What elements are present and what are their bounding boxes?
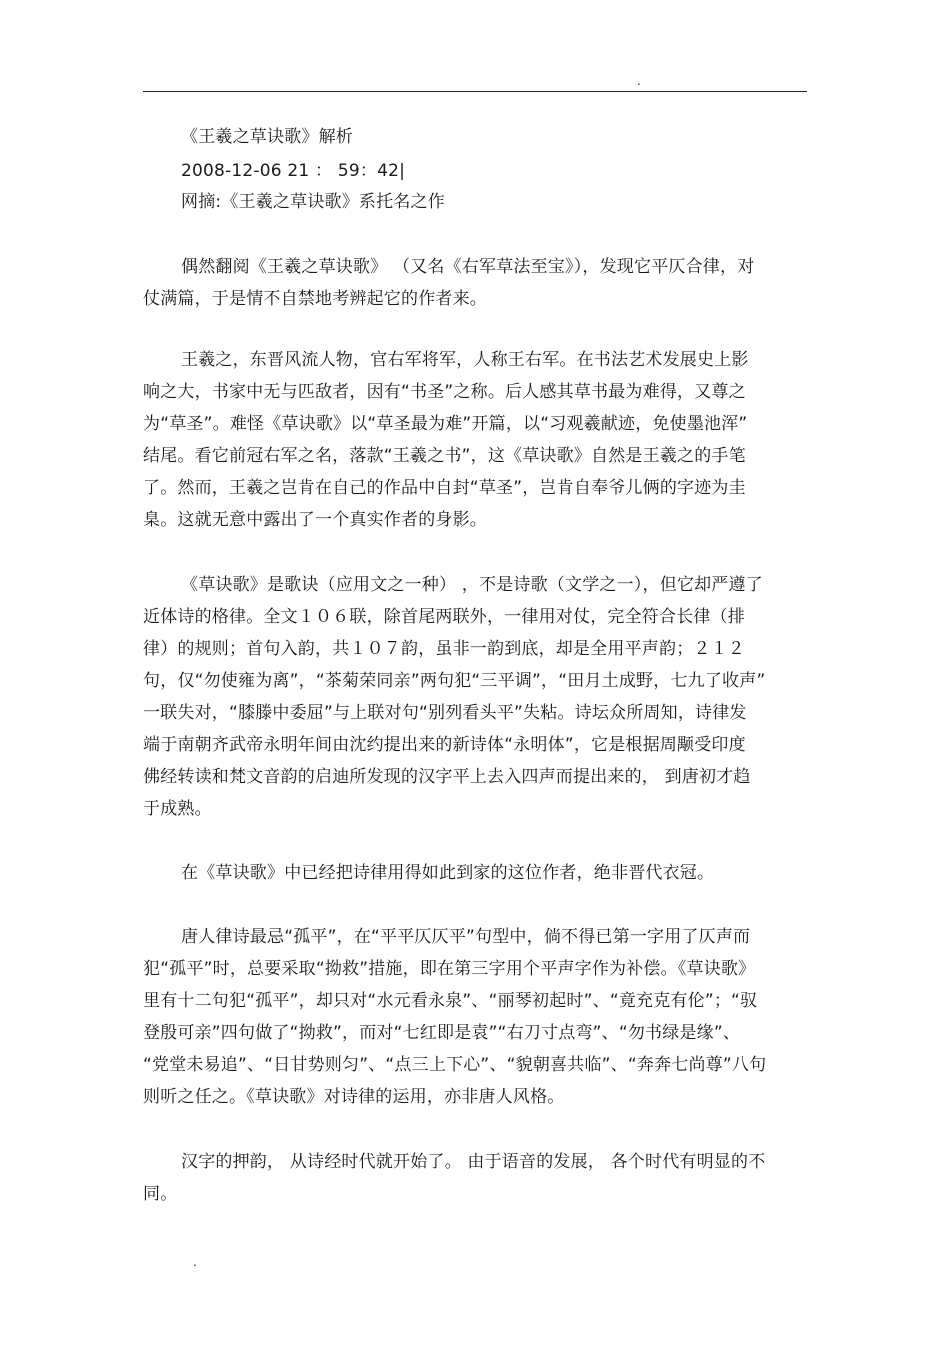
paragraph-2-line-3: 为“草圣”。难怪《草诀歌》以“草圣最为难”开篇，以“习观羲献迹，免使墨池浑” xyxy=(143,414,748,434)
paragraph-2-line-5: 了。然而，王羲之岂肯在自己的作品中自封“草圣”，岂肯自奉爷儿俩的字迹为圭 xyxy=(143,478,746,498)
paragraph-3-line-4: 句，仅“勿使雍为离”，“茶菊荣同亲”两句犯“三平调”，“田月土成野，七九了收声” xyxy=(143,671,766,691)
footer-dot: . xyxy=(193,1255,197,1269)
paragraph-2-line-1: 王羲之，东晋风流人物，官右军将军，人称王右军。在书法艺术发展史上影 xyxy=(181,350,749,370)
paragraph-3-line-8: 于成熟。 xyxy=(143,799,212,819)
article-title: 《王羲之草诀歌》解析 xyxy=(181,127,353,147)
paragraph-3-line-6: 端于南朝齐武帝永明年间由沈约提出来的新诗体“永明体”，它是根据周颙受印度 xyxy=(143,735,746,755)
article-source: 网摘:《王羲之草诀歌》系托名之作 xyxy=(181,192,445,212)
paragraph-4-line-1: 在《草诀歌》中已经把诗律用得如此到家的这位作者，绝非晋代衣冠。 xyxy=(181,863,715,883)
paragraph-6-line-1: 汉字的押韵， 从诗经时代就开始了。 由于语音的发展， 各个时代有明显的不 xyxy=(181,1152,766,1172)
paragraph-2-line-4: 结尾。看它前冠右军之名，落款“王羲之书”，这《草诀歌》自然是王羲之的手笔 xyxy=(143,446,746,466)
paragraph-1-line-1: 偶然翻阅《王羲之草诀歌》 （又名《右军草法至宝》），发现它平仄合律，对 xyxy=(181,257,755,277)
paragraph-5-line-1: 唐人律诗最忌“孤平”，在“平平仄仄平”句型中，倘不得已第一字用了仄声而 xyxy=(181,927,751,947)
header-dot: . xyxy=(637,74,641,88)
article-datetime: 2008-12-06 21 ： 59：42| xyxy=(181,161,406,181)
paragraph-5-line-5: “党堂未易追”、“日甘势则匀”、“点三上下心”、“貌朝喜共临”、“奔奔七尚尊”八句 xyxy=(143,1055,767,1075)
paragraph-3-line-7: 佛经转读和梵文音韵的启迪所发现的汉字平上去入四声而提出来的， 到唐初才趋 xyxy=(143,767,751,787)
paragraph-5-line-2: 犯“孤平”时，总要采取“拗救”措施，即在第三字用个平声字作为补偿。《草诀歌》 xyxy=(143,959,756,979)
paragraph-5-line-6: 则听之任之。《草诀歌》对诗律的运用，亦非唐人风格。 xyxy=(143,1087,565,1107)
paragraph-3-line-3: 律）的规则；首句入韵，共１０７韵，虽非一韵到底，却是全用平声韵；２１２ xyxy=(143,639,745,659)
paragraph-2-line-2: 响之大，书家中无与匹敌者，因有“书圣”之称。后人感其草书最为难得，又尊之 xyxy=(143,382,746,402)
paragraph-3-line-2: 近体诗的格律。全文１０６联，除首尾两联外，一律用对仗，完全符合长律（排 xyxy=(143,607,745,627)
paragraph-2-line-6: 臬。这就无意中露出了一个真实作者的身影。 xyxy=(143,510,487,530)
paragraph-6-line-2: 同。 xyxy=(143,1184,178,1204)
header-rule xyxy=(143,91,807,92)
paragraph-1-line-2: 仗满篇，于是情不自禁地考辨起它的作者来。 xyxy=(143,289,487,309)
paragraph-3-line-5: 一联失对，“膝滕中委屈”与上联对句“别列看头平”失粘。诗坛众所周知，诗律发 xyxy=(143,703,747,723)
paragraph-5-line-3: 里有十二句犯“孤平”，却只对“水元看永泉”、“丽琴初起时”、“竟充克有伦”；“驭 xyxy=(143,991,758,1011)
paragraph-5-line-4: 登殷可亲”四句做了“拗救”，而对“七红即是袁”“右刀寸点弯”、“勿书绿是缘”、 xyxy=(143,1023,741,1043)
paragraph-3-line-1: 《草诀歌》是歌诀（应用文之一种） ，不是诗歌（文学之一），但它却严遵了 xyxy=(181,575,763,595)
